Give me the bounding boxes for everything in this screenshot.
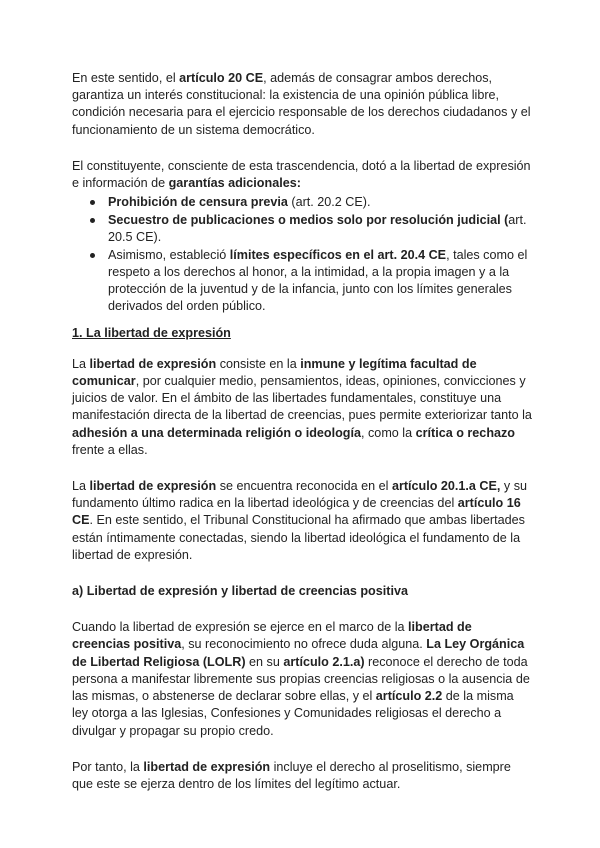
paragraph-lolr (72, 619, 532, 739)
text: La (72, 479, 90, 494)
bold-text: La Ley Orgánica de Libertad Religiosa (LOLR) (72, 637, 525, 669)
text: , tales como el respeto a los derechos al honor, a la intimidad, a la propia imagen y a la protección de la juventud y de la infancia, junto con los límites generales derivados del orden público. (108, 247, 528, 314)
list-item (72, 212, 532, 246)
text: , su reconocimiento no ofrece duda alguna. (181, 637, 427, 652)
list-item (72, 247, 532, 316)
text: en su (245, 654, 284, 669)
text: (art. 20.2 CE). (287, 195, 371, 210)
bold-text: adhesión a una determinada religión o ideología (72, 425, 362, 440)
bold-text: libertad de creencias positiva (72, 620, 472, 652)
garantias-list (72, 194, 532, 315)
bullet-icon (90, 218, 95, 223)
text: Cuando la libertad de expresión se ejerce en el marco de la (72, 620, 409, 635)
text: , como la (361, 425, 416, 440)
text: , además de consagrar ambos derechos, garantiza un interés constitucional: la existencia de una opinión pública libre, condición necesaria para el ejercicio responsable de los derechos ciudadanos y el funcionamiento de un sistema democrático. (72, 71, 531, 137)
subsection-heading: a) Libertad de expresión y libertad de creencias positiva (72, 584, 408, 599)
bold-text: artículo 2.1.a) (283, 654, 365, 669)
text: consiste en la (216, 356, 301, 371)
text: reconoce el derecho de toda persona a manifestar libremente sus propias creencias religiosas o la ausencia de las mismas, o abstenerse de declarar sobre ellas, y el (72, 654, 530, 704)
text: . En este sentido, el Tribunal Constitucional ha afirmado que ambas libertades están íntimamente conectadas, siendo la libertad ideológica el fundamento de la libertad de expresión. (72, 513, 525, 562)
text: , por cualquier medio, pensamientos, ideas, opiniones, convicciones y juicios de valor. En el ámbito de las libertades fundamentales, constituye una manifestación directa de la libertad de creencias, pues permite exteriorizar tanto la (72, 374, 532, 423)
bold-text: libertad de expresión (89, 479, 217, 494)
text: se encuentra reconocida en el (216, 479, 392, 494)
bold-text: crítica o rechazo (415, 425, 516, 440)
paragraph-articulo-20 (72, 70, 532, 139)
text: de la misma ley otorga a las Iglesias, Confesiones y Comunidades religiosas el derecho a divulgar y propagar su propio credo. (72, 689, 514, 738)
section-heading: 1. La libertad de expresión (72, 325, 231, 340)
text: incluye el derecho al proselitismo, siempre que este se ejerza dentro de los límites del legítimo actuar. (72, 759, 511, 791)
text: frente a ellas. (72, 442, 148, 457)
text: El constituyente, consciente de esta trascendencia, dotó a la libertad de expresión e información de (72, 158, 531, 191)
bold-text: límites específicos en el art. 20.4 CE (229, 247, 447, 262)
bold-text: inmune y legítima facultad de comunicar (72, 356, 477, 389)
bullet-icon (90, 253, 95, 258)
bold-text: artículo 16 CE (72, 496, 521, 528)
bold-text: libertad de expresión (143, 759, 271, 774)
list-item (72, 194, 532, 211)
bold-text: artículo 20.1.a CE, (391, 479, 501, 494)
paragraph-garantias (72, 158, 532, 192)
bold-text: artículo 2.2 (375, 689, 443, 704)
text: Por tanto, la (72, 759, 144, 774)
paragraph-proselitismo (72, 759, 532, 793)
text: En este sentido, el (72, 71, 180, 85)
bold-text: artículo 20 CE (179, 71, 264, 85)
paragraph-reconocimiento (72, 478, 532, 564)
bold-text: Secuestro de publicaciones o medios solo por resolución judicial ( (108, 212, 509, 227)
paragraph-definicion (72, 356, 532, 459)
text: art. 20.5 CE). (108, 212, 527, 245)
text: Asimismo, estableció (108, 247, 230, 262)
bullet-icon (90, 200, 95, 205)
bold-text: Prohibición de censura previa (108, 195, 288, 210)
document-body (72, 70, 532, 812)
text: y su fundamento último radica en la libertad ideológica y de creencias del (72, 479, 528, 511)
text: La (72, 356, 90, 371)
bold-text: garantías adicionales: (168, 176, 301, 191)
bold-text: libertad de expresión (89, 356, 217, 371)
